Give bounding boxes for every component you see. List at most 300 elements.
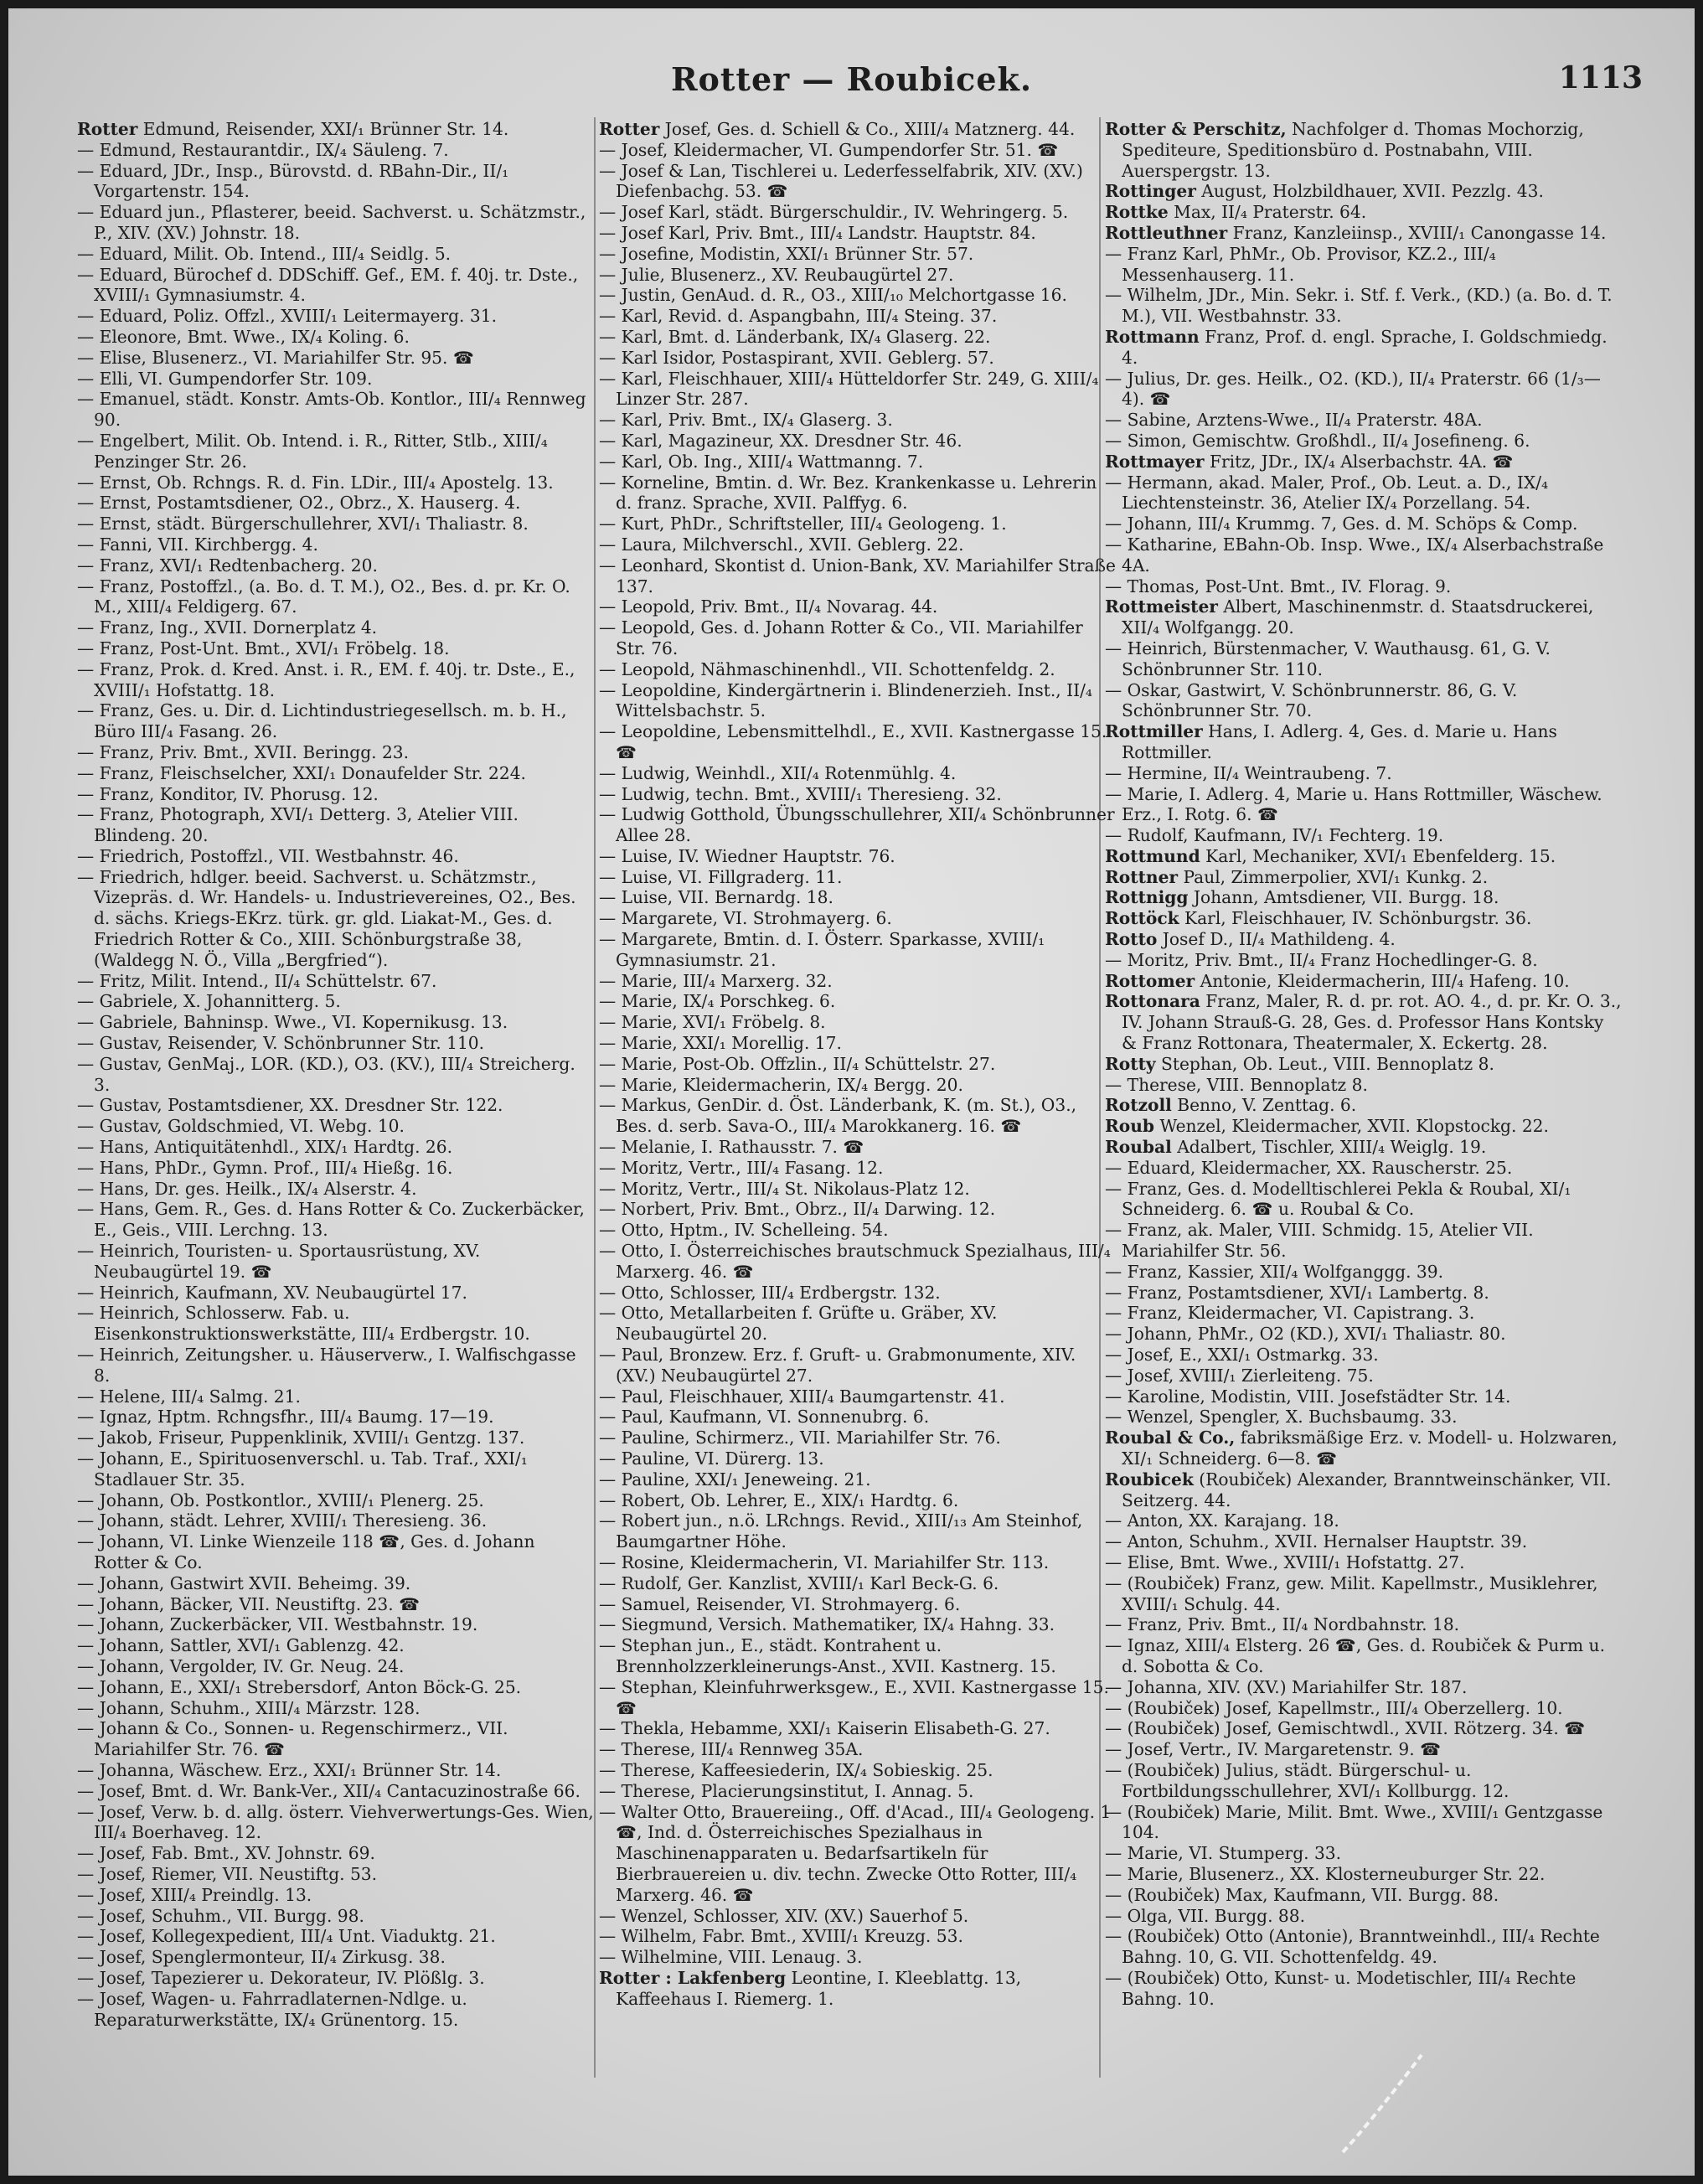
- directory-entry: [77, 265, 595, 307]
- entry-text: — Josef, Tapezierer u. Dekorateur, IV. Plößlg. 3.: [77, 1967, 485, 1988]
- entry-text: — Fanni, VII. Kirchbergg. 4.: [77, 534, 318, 555]
- entry-text: — Gustav, Postamtsdiener, XX. Dresdner Str. 122.: [77, 1095, 503, 1116]
- entry-text: — Franz, Priv. Bmt., XVII. Beringg. 23.: [77, 741, 410, 762]
- entry-text: — Hermann, akad. Maler, Prof., Ob. Leut. a. D., IX/₄ Liechtensteinstr. 36, Atelier IX/₄ Porzellang. 54.: [1105, 472, 1549, 514]
- directory-entry: [1105, 887, 1623, 908]
- directory-entry: [77, 1906, 595, 1927]
- entry-text: Wenzel, Kleidermacher, XVII. Klopstockg. 22.: [1154, 1116, 1549, 1137]
- entry-text: — Johann, Schuhm., XIII/₄ Märzstr. 128.: [77, 1697, 421, 1718]
- directory-entry: [599, 680, 1117, 722]
- directory-entry: [77, 1760, 595, 1781]
- directory-entry: [77, 431, 595, 472]
- entry-text: — (Roubiček) Marie, Milit. Bmt. Wwe., XVIII/₁ Gentzgasse 104.: [1105, 1801, 1603, 1843]
- entry-text: — Ernst, Ob. Rchngs. R. d. Fin. LDir., III/₄ Apostelg. 13.: [77, 472, 554, 493]
- entry-text: — Elli, VI. Gumpendorfer Str. 109.: [77, 368, 373, 389]
- entry-text: — Siegmund, Versich. Mathematiker, IX/₄ Hahng. 33.: [599, 1614, 1055, 1635]
- entry-text: — Josef Karl, städt. Bürgerschuldir., IV. Wehringerg. 5.: [599, 202, 1069, 223]
- directory-entry: [599, 1802, 1117, 1906]
- directory-entry: [77, 472, 595, 493]
- directory-entry: [599, 1490, 1117, 1511]
- entry-surname: Rottnigg: [1105, 887, 1189, 908]
- directory-entry: [77, 1054, 595, 1096]
- entry-text: — Gabriele, Bahninsp. Wwe., VI. Kopernikusg. 13.: [77, 1012, 508, 1033]
- directory-entry: [599, 1926, 1117, 1947]
- directory-entry: [1105, 223, 1623, 244]
- entry-text: — Wilhelm, Fabr. Bmt., XVIII/₁ Kreuzg. 53.: [599, 1926, 963, 1947]
- entry-text: — Norbert, Priv. Bmt., Obrz., II/₄ Darwing. 12.: [599, 1199, 996, 1220]
- entry-text: — Johann, städt. Lehrer, XVIII/₁ Theresieng. 36.: [77, 1510, 488, 1531]
- entry-text: Antonie, Kleidermacherin, III/₄ Hafeng. 10.: [1195, 970, 1570, 991]
- entry-text: — Johann, E., XXI/₁ Strebersdorf, Anton Böck-G. 25.: [77, 1676, 522, 1697]
- entry-text: — Julius, Dr. ges. Heilk., O2. (KD.), II/₄ Praterstr. 66 (1/₃—4). ☎: [1105, 368, 1601, 410]
- entry-text: — Korneline, Bmtin. d. Wr. Bez. Krankenkasse u. Lehrerin d. franz. Sprache, XVII. Palffyg. 6.: [599, 472, 1097, 514]
- directory-entry: [599, 348, 1117, 369]
- directory-entry: [1105, 1428, 1623, 1469]
- directory-entry: [77, 1698, 595, 1719]
- directory-entry: [77, 1864, 595, 1885]
- entry-text: — Heinrich, Bürstenmacher, V. Wauthausg. 61, G. V. Schönbrunner Str. 110.: [1105, 638, 1551, 679]
- directory-entry: [599, 763, 1117, 784]
- entry-text: — Simon, Gemischtw. Großhdl., II/₄ Josefineng. 6.: [1105, 430, 1530, 451]
- directory-entry: [599, 1739, 1117, 1760]
- directory-entry: [1105, 1095, 1623, 1116]
- entry-text: Franz, Maler, R. d. pr. rot. AO. 4., d. pr. Kr. O. 3., IV. Johann Strauß-G. 28, Ges. d. Professor Hans Kontsky & Franz Rottonara, Theatermaler, X. Eckertg. 28.: [1122, 991, 1622, 1054]
- entry-text: — Ignaz, XIII/₄ Elsterg. 26 ☎, Ges. d. Roubiček & Purm u. d. Sobotta & Co.: [1105, 1635, 1605, 1676]
- entry-text: — Leopold, Nähmaschinenhdl., VII. Schottenfeldg. 2.: [599, 658, 1055, 679]
- directory-entry: [1105, 1137, 1623, 1158]
- entry-surname: Rottmayer: [1105, 451, 1205, 472]
- entry-surname: Rotter: [599, 119, 660, 139]
- entry-text: — Robert, Ob. Lehrer, E., XIX/₁ Hardtg. 6.: [599, 1490, 959, 1510]
- directory-entry: [599, 887, 1117, 908]
- entry-text: — Moritz, Priv. Bmt., II/₄ Franz Hochedlinger-G. 8.: [1105, 949, 1538, 970]
- entry-text: — Marie, I. Adlerg. 4, Marie u. Hans Rottmiller, Wäschew. Erz., I. Rotg. 6. ☎: [1105, 783, 1602, 825]
- entry-text: — Leopoldine, Kindergärtnerin i. Blindenerzieh. Inst., II/₄ Wittelsbachstr. 5.: [599, 679, 1092, 721]
- entry-text: — Otto, Hptm., IV. Schelleing. 54.: [599, 1220, 889, 1241]
- entry-text: Fritz, JDr., IX/₄ Alserbachstr. 4A. ☎: [1204, 451, 1514, 472]
- entry-text: — Josef, Vertr., IV. Margaretenstr. 9. ☎: [1105, 1739, 1442, 1760]
- directory-entry: [599, 1095, 1117, 1137]
- entry-text: — Eduard, Poliz. Offzl., XVIII/₁ Leitermayerg. 31.: [77, 306, 497, 327]
- directory-entry: [77, 991, 595, 1012]
- entry-text: — Luise, IV. Wiedner Hauptstr. 76.: [599, 845, 895, 866]
- directory-entry: [77, 555, 595, 576]
- directory-entry: [77, 1116, 595, 1137]
- directory-entry: [1105, 908, 1623, 929]
- directory-entry: [1105, 1407, 1623, 1428]
- entry-text: — Gustav, GenMaj., LOR. (KD.), O3. (KV.), III/₄ Streicherg. 3.: [77, 1053, 575, 1095]
- entry-text: — Karl, Revid. d. Aspangbahn, III/₄ Steing. 37.: [599, 306, 998, 327]
- directory-entry: [599, 1614, 1117, 1635]
- entry-surname: Roubal & Co.,: [1105, 1428, 1236, 1448]
- directory-entry: [77, 1283, 595, 1304]
- entry-text: — Josef Karl, Priv. Bmt., III/₄ Landstr. Hauptstr. 84.: [599, 222, 1036, 243]
- entry-text: — Helene, III/₄ Salmg. 21.: [77, 1386, 301, 1407]
- column-right: [1105, 119, 1623, 2071]
- directory-entry: [599, 1594, 1117, 1615]
- entry-text: Johann, Amtsdiener, VII. Burgg. 18.: [1188, 887, 1499, 908]
- directory-entry: [599, 265, 1117, 286]
- directory-entry: [599, 1137, 1117, 1158]
- entry-text: Max, II/₄ Praterstr. 64.: [1168, 202, 1367, 223]
- directory-entry: [1105, 534, 1623, 576]
- entry-text: — Leopold, Priv. Bmt., II/₄ Novarag. 44.: [599, 596, 938, 617]
- entry-text: — Johann, Vergolder, IV. Gr. Neug. 24.: [77, 1655, 405, 1676]
- directory-entry: [77, 659, 595, 701]
- entry-text: — Wenzel, Spengler, X. Buchsbaumg. 33.: [1105, 1407, 1458, 1428]
- directory-entry: [77, 1594, 595, 1615]
- directory-entry: [1105, 763, 1623, 784]
- directory-entry: [1105, 472, 1623, 514]
- entry-text: Franz, Kanzleiinsp., XVIII/₁ Canongasse 14.: [1227, 222, 1607, 243]
- entry-text: — Ludwig, Weinhdl., XII/₄ Rotenmühlg. 4.: [599, 762, 957, 783]
- directory-entry: [1105, 721, 1623, 763]
- entry-text: — Franz Karl, PhMr., Ob. Provisor, KZ.2., III/₄ Messenhauserg. 11.: [1105, 243, 1496, 285]
- entry-text: — Heinrich, Kaufmann, XV. Neubaugürtel 17.: [77, 1282, 467, 1303]
- entry-text: — Markus, GenDir. d. Öst. Länderbank, K. (m. St.), O3., Bes. d. serb. Sava-O., III/₄ Marokkanerg. 16. ☎: [599, 1095, 1077, 1137]
- entry-text: — Kurt, PhDr., Schriftsteller, III/₄ Geologeng. 1.: [599, 514, 1007, 534]
- directory-entry: [1105, 285, 1623, 327]
- entry-text: — Pauline, VI. Dürerg. 13.: [599, 1448, 824, 1469]
- entry-text: — Ludwig, techn. Bmt., XVIII/₁ Theresieng. 32.: [599, 783, 1002, 804]
- entry-text: Stephan, Ob. Leut., VIII. Bennoplatz 8.: [1155, 1053, 1494, 1074]
- directory-entry: [599, 1220, 1117, 1241]
- entry-text: — Josef, Kleidermacher, VI. Gumpendorfer Str. 51. ☎: [599, 139, 1059, 160]
- directory-entry: [1105, 1158, 1623, 1179]
- entry-text: — (Roubiček) Otto (Antonie), Branntweinhdl., III/₄ Rechte Bahng. 10, G. VII. Schottenfeldg. 49.: [1105, 1926, 1600, 1968]
- entry-surname: Rotto: [1105, 929, 1158, 950]
- entry-text: — Josef, XVIII/₁ Zierleiteng. 75.: [1105, 1365, 1374, 1386]
- entry-surname: Rotter: [77, 119, 138, 139]
- entry-text: — Anton, XX. Karajang. 18.: [1105, 1510, 1339, 1531]
- entry-text: Edmund, Reisender, XXI/₁ Brünner Str. 14.: [137, 119, 509, 139]
- entry-text: — Josef, Spenglermonteur, II/₄ Zirkusg. 38.: [77, 1947, 446, 1968]
- entry-text: — Elise, Blusenerz., VI. Mariahilfer Str. 95. ☎: [77, 347, 474, 368]
- entry-text: — Franz, Ges. u. Dir. d. Lichtindustriegesellsch. m. b. H., Büro III/₄ Fasang. 26.: [77, 700, 567, 742]
- entry-surname: Rottke: [1105, 202, 1169, 223]
- entry-text: — (Roubiček) Franz, gew. Milit. Kapellmstr., Musiklehrer, XVIII/₁ Schulg. 44.: [1105, 1572, 1598, 1614]
- entry-text: August, Holzbildhauer, XVII. Pezzlg. 43.: [1195, 181, 1544, 202]
- directory-entry: [599, 1158, 1117, 1179]
- directory-entry: [77, 1095, 595, 1116]
- directory-entry: [599, 285, 1117, 306]
- directory-entry: [599, 452, 1117, 472]
- column-middle: [599, 119, 1117, 2071]
- entry-text: — Rudolf, Kaufmann, IV/₁ Fechterg. 19.: [1105, 825, 1444, 846]
- directory-entry: [77, 327, 595, 348]
- entry-text: — Wilhelmine, VIII. Lenaug. 3.: [599, 1947, 863, 1968]
- directory-entry: [77, 1303, 595, 1345]
- entry-text: — Oskar, Gastwirt, V. Schönbrunnerstr. 86, G. V. Schönbrunner Str. 70.: [1105, 679, 1518, 721]
- directory-entry: [1105, 1677, 1623, 1698]
- directory-entry: [77, 1510, 595, 1531]
- entry-text: — Ludwig Gotthold, Übungsschullehrer, XII/₄ Schönbrunner Allee 28.: [599, 804, 1115, 846]
- entry-text: — Leonhard, Skontist d. Union-Bank, XV. Mariahilfer Straße 137.: [599, 555, 1116, 596]
- entry-text: — Luise, VI. Fillgraderg. 11.: [599, 866, 843, 887]
- entry-text: — Engelbert, Milit. Ob. Intend. i. R., Ritter, Stlb., XIII/₄ Penzinger Str. 26.: [77, 430, 548, 472]
- directory-entry: [599, 991, 1117, 1012]
- entry-text: — Josef, XIII/₄ Preindlg. 13.: [77, 1884, 312, 1905]
- directory-entry: [599, 1179, 1117, 1200]
- directory-entry: [1105, 119, 1623, 181]
- directory-entry: [599, 1428, 1117, 1448]
- entry-text: — Hans, Antiquitätenhdl., XIX/₁ Hardtg. 26.: [77, 1137, 453, 1158]
- directory-entry: [77, 1947, 595, 1968]
- directory-entry: [77, 161, 595, 203]
- entry-text: — Josef, Kollegexpedient, III/₄ Unt. Viaduktg. 21.: [77, 1926, 496, 1947]
- directory-entry: [1105, 576, 1623, 597]
- directory-entry: [599, 1677, 1117, 1719]
- entry-text: — Josef, Schuhm., VII. Burgg. 98.: [77, 1905, 364, 1926]
- directory-entry: [599, 472, 1117, 514]
- entry-text: — Rudolf, Ger. Kanzlist, XVIII/₁ Karl Beck-G. 6.: [599, 1572, 999, 1593]
- entry-text: — Hans, Dr. ges. Heilk., IX/₄ Alserstr. 4.: [77, 1178, 417, 1199]
- directory-entry: [1105, 1054, 1623, 1075]
- entry-text: — Melanie, I. Rathausstr. 7. ☎: [599, 1137, 864, 1158]
- directory-entry: [1105, 1926, 1623, 1968]
- directory-entry: [77, 1448, 595, 1490]
- directory-entry: [1105, 1303, 1623, 1324]
- directory-entry: [77, 1241, 595, 1283]
- directory-entry: [599, 846, 1117, 867]
- entry-surname: Rottinger: [1105, 181, 1196, 202]
- entry-text: — Stephan, Kleinfuhrwerksgew., E., XVII. Kastnergasse 15. ☎: [599, 1676, 1109, 1718]
- entry-text: Nachfolger d. Thomas Mochorzig, Spediteure, Speditionsbüro d. Postnabahn, VIII. Auerspergstr. 13.: [1122, 119, 1584, 181]
- directory-entry: [77, 804, 595, 846]
- entry-text: — Leopoldine, Lebensmittelhdl., E., XVII. Kastnergasse 15. ☎: [599, 721, 1107, 762]
- entry-surname: Rottomer: [1105, 970, 1195, 991]
- directory-entry: [1105, 1635, 1623, 1677]
- entry-text: — Karl, Magazineur, XX. Dresdner Str. 46.: [599, 430, 962, 451]
- directory-entry: [1105, 1469, 1623, 1511]
- directory-entry: [77, 1531, 595, 1573]
- directory-entry: [599, 1552, 1117, 1573]
- directory-entry: [599, 161, 1117, 203]
- directory-entry: [1105, 1802, 1623, 1844]
- directory-entry: [599, 929, 1117, 971]
- column-left: [77, 119, 595, 2071]
- entry-surname: Rottleuthner: [1105, 222, 1228, 243]
- entry-text: — Johann, E., Spirituosenverschl. u. Tab. Traf., XXI/₁ Stadlauer Str. 35.: [77, 1448, 528, 1490]
- directory-entry: [599, 1345, 1117, 1386]
- entry-text: — Franz, Kassier, XII/₄ Wolfganggg. 39.: [1105, 1261, 1444, 1282]
- entry-text: — Anton, Schuhm., XVII. Hernalser Hauptstr. 39.: [1105, 1531, 1528, 1552]
- entry-text: — Julie, Blusenerz., XV. Reubaugürtel 27.: [599, 264, 954, 285]
- entry-text: — Hans, Gem. R., Ges. d. Hans Rotter & Co. Zuckerbäcker, E., Geis., VIII. Lerchng. 13.: [77, 1199, 585, 1241]
- entry-text: — Marie, III/₄ Marxerg. 32.: [599, 970, 833, 991]
- directory-entry: [1105, 181, 1623, 202]
- entry-text: — Paul, Fleischhauer, XIII/₄ Baumgartenstr. 41.: [599, 1386, 1005, 1407]
- directory-entry: [77, 846, 595, 867]
- entry-text: Franz, Prof. d. engl. Sprache, I. Goldschmiedg. 4.: [1122, 326, 1608, 368]
- entry-text: — Fritz, Milit. Intend., II/₄ Schüttelstr. 67.: [77, 970, 437, 991]
- entry-text: — Eduard, Milit. Ob. Intend., III/₄ Seidlg. 5.: [77, 243, 452, 264]
- directory-entry: [599, 1033, 1117, 1054]
- directory-entry: [77, 617, 595, 638]
- entry-text: — Johann, VI. Linke Wienzeile 118 ☎, Ges. d. Johann Rotter & Co.: [77, 1531, 535, 1572]
- directory-entry: [77, 1199, 595, 1241]
- directory-entry: [599, 431, 1117, 452]
- entry-text: — Josef, Fab. Bmt., XV. Johnstr. 69.: [77, 1843, 375, 1864]
- entry-text: — Ernst, städt. Bürgerschullehrer, XVI/₁ Thaliastr. 8.: [77, 514, 529, 534]
- entry-text: — (Roubiček) Otto, Kunst- u. Modetischler, III/₄ Rechte Bahng. 10.: [1105, 1967, 1577, 2009]
- entry-text: — Justin, GenAud. d. R., O3., XIII/₁₀ Melchortgasse 16.: [599, 285, 1067, 306]
- entry-text: — Josef, E., XXI/₁ Ostmarkg. 33.: [1105, 1345, 1379, 1366]
- entry-text: (Roubiček) Alexander, Branntweinschänker, VII. Seitzerg. 44.: [1122, 1469, 1612, 1510]
- entry-text: — Gabriele, X. Johannitterg. 5.: [77, 991, 341, 1012]
- entry-text: — Josefine, Modistin, XXI/₁ Brünner Str. 57.: [599, 243, 974, 264]
- entry-text: — Johann, Bäcker, VII. Neustiftg. 23. ☎: [77, 1593, 421, 1614]
- directory-entry: [77, 534, 595, 555]
- directory-entry: [599, 1760, 1117, 1781]
- entry-surname: Rotzoll: [1105, 1095, 1172, 1116]
- entry-surname: Rottmund: [1105, 845, 1200, 866]
- directory-entry: [599, 1283, 1117, 1304]
- directory-entry: [599, 1947, 1117, 1968]
- entry-surname: Roub: [1105, 1116, 1155, 1137]
- entry-text: — Franz, Post-Unt. Bmt., XVI/₁ Fröbelg. 18.: [77, 638, 450, 658]
- directory-entry: [77, 1345, 595, 1386]
- entry-text: — Franz, ak. Maler, VIII. Schmidg. 15, Atelier VII. Mariahilfer Str. 56.: [1105, 1220, 1534, 1262]
- directory-entry: [77, 1033, 595, 1054]
- entry-text: — Robert jun., n.ö. LRchngs. Revid., XIII/₁₃ Am Steinhof, Baumgartner Höhe.: [599, 1510, 1083, 1552]
- directory-entry: [77, 1614, 595, 1635]
- page-number: 1113: [1558, 60, 1643, 96]
- pen-scratch-mark: [1336, 2048, 1428, 2157]
- entry-text: — Franz, Priv. Bmt., II/₄ Nordbahnstr. 18.: [1105, 1614, 1460, 1635]
- directory-entry: [1105, 596, 1623, 638]
- directory-entry: [1105, 202, 1623, 223]
- entry-text: — Franz, Photograph, XVI/₁ Detterg. 3, Atelier VIII. Blindeng. 20.: [77, 804, 519, 846]
- entry-text: Adalbert, Tischler, XIII/₄ Weiglg. 19.: [1171, 1137, 1487, 1158]
- directory-entry: [599, 804, 1117, 846]
- entry-text: — Paul, Bronzew. Erz. f. Gruft- u. Grabmonumente, XIV. (XV.) Neubaugürtel 27.: [599, 1345, 1076, 1386]
- entry-text: — Leopold, Ges. d. Johann Rotter & Co., VII. Mariahilfer Str. 76.: [599, 617, 1083, 658]
- entry-text: Benno, V. Zenttag. 6.: [1171, 1095, 1357, 1116]
- entry-text: — Friedrich, hdlger. beeid. Sachverst. u. Schätzmstr., Vizepräs. d. Wr. Handels- u. Industrievereines, O2., Bes. d. sächs. Kriegs-EKrz. türk. gr. gld. Liakat-M., Ges. d. Friedrich Rotter & Co., XIII. Schönburgstraße 38, (Waldegg N. Ö., Villa „Bergfried“).: [77, 866, 576, 970]
- entry-surname: Rottmann: [1105, 326, 1200, 347]
- entry-text: — Olga, VII. Burgg. 88.: [1105, 1905, 1306, 1926]
- entry-text: — Johann, III/₄ Krummg. 7, Ges. d. M. Schöps & Comp.: [1105, 514, 1578, 534]
- entry-text: Albert, Maschinenmstr. d. Staatsdruckerei, XII/₄ Wolfgangg. 20.: [1122, 596, 1594, 638]
- directory-entry: [599, 908, 1117, 929]
- entry-text: Josef D., II/₄ Mathildeng. 4.: [1157, 929, 1396, 950]
- entry-surname: Rottöck: [1105, 908, 1179, 929]
- directory-entry: [77, 638, 595, 659]
- directory-entry: [1105, 971, 1623, 992]
- entry-text: — Sabine, Arztens-Wwe., II/₄ Praterstr. 48A.: [1105, 410, 1483, 431]
- entry-text: — Moritz, Vertr., III/₄ Fasang. 12.: [599, 1157, 884, 1178]
- directory-entry: [77, 389, 595, 431]
- entry-text: — Johann, Sattler, XVI/₁ Gablenzg. 42.: [77, 1635, 405, 1656]
- directory-entry: [77, 784, 595, 805]
- directory-entry: [1105, 950, 1623, 971]
- directory-entry: [77, 1428, 595, 1448]
- directory-entry: [1105, 638, 1623, 680]
- entry-text: — Thomas, Post-Unt. Bmt., IV. Florag. 9.: [1105, 576, 1452, 596]
- directory-entry: [77, 1386, 595, 1407]
- entry-text: — Katharine, EBahn-Ob. Insp. Wwe., IX/₄ Alserbachstraße 4A.: [1105, 534, 1604, 576]
- directory-entry: [77, 1885, 595, 1906]
- entry-text: — Gustav, Reisender, V. Schönbrunner Str. 110.: [77, 1033, 485, 1054]
- directory-entry: [1105, 1552, 1623, 1573]
- directory-entry: [599, 369, 1117, 410]
- entry-text: — Margarete, Bmtin. d. I. Österr. Sparkasse, XVIII/₁ Gymnasiumstr. 21.: [599, 929, 1045, 970]
- directory-entry: [77, 514, 595, 534]
- directory-entry: [1105, 929, 1623, 950]
- directory-entry: [1105, 680, 1623, 722]
- entry-text: — Therese, VIII. Bennoplatz 8.: [1105, 1074, 1368, 1095]
- directory-entry: [599, 244, 1117, 265]
- entry-text: Leontine, I. Kleeblattg. 13, Kaffeehaus I. Riemerg. 1.: [616, 1967, 1022, 2009]
- directory-entry: [599, 1407, 1117, 1428]
- entry-text: — Samuel, Reisender, VI. Strohmayerg. 6.: [599, 1593, 961, 1614]
- entry-text: — Karl, Bmt. d. Länderbank, IX/₄ Glaserg. 22.: [599, 326, 991, 347]
- entry-text: — Stephan jun., E., städt. Kontrahent u. Brennholzzerkleinerungs-Anst., XVII. Kastnerg. 15.: [599, 1635, 1056, 1676]
- entry-text: — Walter Otto, Brauereiing., Off. d'Acad., III/₄ Geologeng. 1 ☎, Ind. d. Österreichisches Spezialhaus in Maschinenapparaten u. Bedarfsartikeln für Bierbrauereien u. div. techn. Zwecke Otto Rotter, III/₄ Marxerg. 46. ☎: [599, 1801, 1112, 1905]
- directory-entry: [599, 1012, 1117, 1033]
- directory-entry: [77, 1718, 595, 1760]
- directory-entry: [77, 1490, 595, 1511]
- directory-entry: [1105, 1324, 1623, 1345]
- directory-entry: [1105, 867, 1623, 888]
- entry-text: — Hans, PhDr., Gymn. Prof., III/₄ Hießg. 16.: [77, 1157, 453, 1178]
- directory-entry: [77, 1158, 595, 1179]
- directory-entry: [77, 1802, 595, 1844]
- entry-text: — Franz, Ing., XVII. Dornerplatz 4.: [77, 617, 378, 638]
- entry-text: — Karl Isidor, Postaspirant, XVII. Geblerg. 57.: [599, 347, 994, 368]
- entry-text: — Franz, Kleidermacher, VI. Capistrang. 3.: [1105, 1303, 1475, 1324]
- directory-entry: [1105, 452, 1623, 472]
- entry-text: — Pauline, Schirmerz., VII. Mariahilfer Str. 76.: [599, 1428, 1001, 1448]
- directory-entry: [1105, 1366, 1623, 1386]
- directory-entry: [77, 1179, 595, 1200]
- directory-entry: [77, 1656, 595, 1677]
- entry-text: — Margarete, VI. Strohmayerg. 6.: [599, 908, 892, 929]
- directory-entry: [1105, 991, 1623, 1053]
- entry-surname: Roubal: [1105, 1137, 1172, 1158]
- directory-entry: [77, 348, 595, 369]
- entry-text: fabriksmäßige Erz. v. Modell- u. Holzwaren, XI/₁ Schneiderg. 6—8. ☎: [1122, 1428, 1618, 1469]
- entry-surname: Rottmiller: [1105, 721, 1203, 742]
- entry-text: — (Roubiček) Josef, Gemischtwdl., XVII. Rötzerg. 34. ☎: [1105, 1718, 1586, 1739]
- directory-entry: [599, 596, 1117, 617]
- entry-text: — Otto, Schlosser, III/₄ Erdbergstr. 132.: [599, 1282, 941, 1303]
- entry-text: — Friedrich, Postoffzl., VII. Westbahnstr. 46.: [77, 845, 459, 866]
- directory-entry: [599, 119, 1117, 140]
- entry-text: — Rosine, Kleidermacherin, VI. Mariahilfer Str. 113.: [599, 1552, 1050, 1572]
- directory-entry: [599, 1241, 1117, 1283]
- entry-text: — Marie, Blusenerz., XX. Klosterneuburger Str. 22.: [1105, 1863, 1546, 1884]
- directory-entry: [1105, 514, 1623, 534]
- directory-entry: [77, 1781, 595, 1802]
- directory-entry: [599, 1469, 1117, 1490]
- entry-surname: Roubicek: [1105, 1469, 1194, 1490]
- directory-entry: [599, 140, 1117, 161]
- directory-entry: [77, 700, 595, 742]
- directory-entry: [77, 1677, 595, 1698]
- directory-entry: [77, 1926, 595, 1947]
- entry-text: — Franz, Postamtsdiener, XVI/₁ Lambertg. 8.: [1105, 1282, 1489, 1303]
- directory-entry: [77, 867, 595, 971]
- entry-text: — Heinrich, Schlosserw. Fab. u. Eisenkonstruktionswerkstätte, III/₄ Erdbergstr. 10.: [77, 1303, 530, 1345]
- directory-entry: [77, 306, 595, 327]
- entry-text: — Marie, Kleidermacherin, IX/₄ Bergg. 20.: [599, 1074, 963, 1095]
- entry-text: — Eduard, Kleidermacher, XX. Rauscherstr. 25.: [1105, 1157, 1513, 1178]
- entry-text: — Luise, VII. Bernardg. 18.: [599, 887, 833, 908]
- directory-entry: [1105, 1573, 1623, 1615]
- entry-text: — Laura, Milchverschl., XVII. Geblerg. 22.: [599, 534, 964, 555]
